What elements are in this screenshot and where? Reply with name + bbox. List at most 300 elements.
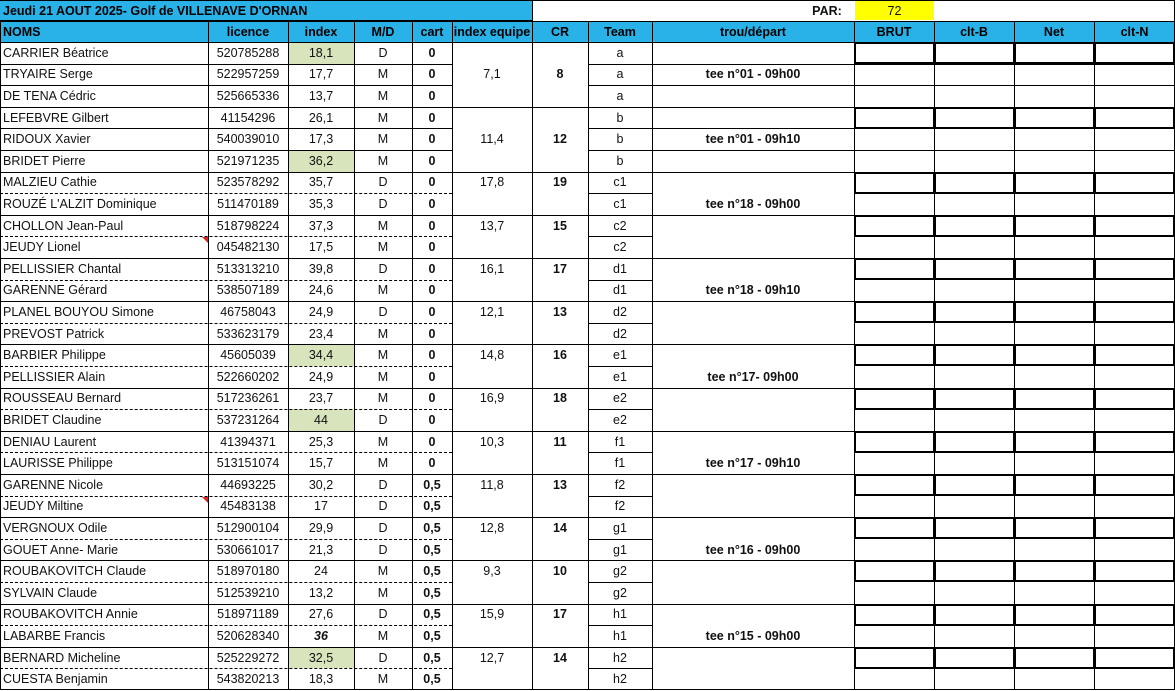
player-name[interactable]: BARBIER Philippe	[3, 348, 106, 363]
licence-number: 533623179	[216, 326, 280, 341]
score-input-box[interactable]	[934, 215, 1015, 237]
score-input-box[interactable]	[1094, 301, 1175, 323]
gender-md: D	[378, 412, 388, 427]
player-name[interactable]: LAURISSE Philippe	[3, 456, 113, 471]
player-index[interactable]: 23,4	[308, 326, 334, 341]
team-cr: 14	[553, 520, 567, 535]
player-name[interactable]: VERGNOUX Odile	[3, 520, 108, 535]
tee-time: tee n°16 - 09h00	[705, 542, 801, 557]
licence-number: 540039010	[216, 132, 280, 147]
cart-value: 0	[428, 196, 436, 211]
cart-value: 0	[428, 67, 436, 82]
team-code: a	[616, 45, 624, 60]
team-index: 16,1	[479, 261, 505, 276]
team-code: h2	[613, 650, 627, 665]
cart-value: 0,5	[423, 564, 441, 579]
team-cr: 18	[553, 391, 567, 406]
licence-number: 537231264	[216, 412, 280, 427]
cart-value: 0	[428, 369, 436, 384]
tee-time: tee n°15 - 09h00	[705, 628, 801, 643]
cart-value: 0,5	[423, 607, 441, 622]
player-name[interactable]: JEUDY Lionel	[3, 240, 81, 255]
grid-dash	[0, 625, 452, 626]
cart-value: 0	[428, 261, 436, 276]
gender-md: M	[377, 672, 389, 687]
grid-vline	[412, 21, 413, 690]
player-name[interactable]: BRIDET Pierre	[3, 153, 86, 168]
grid-hline	[0, 85, 452, 86]
player-index[interactable]: 37,3	[308, 218, 334, 233]
gender-md: D	[378, 175, 388, 190]
cart-value: 0	[428, 326, 436, 341]
player-index[interactable]: 24,9	[308, 304, 334, 319]
player-name[interactable]: CUESTA Benjamin	[3, 672, 108, 687]
gender-md: M	[377, 369, 389, 384]
licence-number: 41154296	[220, 110, 276, 125]
score-input-box[interactable]	[854, 172, 935, 194]
score-input-box[interactable]	[934, 388, 1015, 410]
team-code: f1	[614, 434, 626, 449]
grid-hline	[588, 496, 652, 497]
grid-dash	[0, 582, 452, 583]
licence-number: 512900104	[216, 520, 280, 535]
header-trou-depart: trou/départ	[652, 21, 854, 42]
gender-md: M	[377, 67, 389, 82]
grid-dash	[0, 323, 452, 324]
licence-number: 513151074	[216, 456, 280, 471]
score-input-box[interactable]	[1014, 388, 1095, 410]
gender-md: M	[377, 153, 389, 168]
player-index[interactable]: 17	[314, 499, 328, 514]
licence-number: 538507189	[216, 283, 280, 298]
grid-hline	[588, 85, 652, 86]
team-code: a	[616, 67, 624, 82]
score-input-box[interactable]	[1014, 344, 1095, 366]
team-index: 12,1	[479, 304, 505, 319]
cart-value: 0,5	[423, 477, 441, 492]
score-input-box[interactable]	[1014, 42, 1095, 64]
grid-hline	[588, 236, 652, 237]
licence-number: 543820213	[216, 672, 280, 687]
gender-md: M	[377, 283, 389, 298]
team-code: c2	[613, 240, 627, 255]
player-name[interactable]: DE TENA Cédric	[3, 88, 96, 103]
score-input-box[interactable]	[854, 560, 935, 582]
team-index: 9,3	[483, 564, 501, 579]
team-code: c1	[613, 196, 627, 211]
score-input-box[interactable]	[1014, 301, 1095, 323]
gender-md: D	[378, 650, 388, 665]
header-brut: BRUT	[854, 21, 934, 42]
player-index[interactable]: 24,6	[308, 283, 334, 298]
team-index: 7,1	[483, 67, 501, 82]
player-name[interactable]: PELLISSIER Alain	[3, 369, 106, 384]
grid-hline	[588, 668, 652, 669]
cart-value: 0	[428, 412, 436, 427]
score-input-box[interactable]	[934, 301, 1015, 323]
gender-md: D	[378, 45, 388, 60]
player-index[interactable]: 36	[314, 628, 328, 643]
player-name[interactable]: MALZIEU Cathie	[3, 175, 97, 190]
team-code: f1	[614, 456, 626, 471]
licence-number: 530661017	[216, 542, 280, 557]
tee-time: tee n°17 - 09h10	[705, 456, 801, 471]
header-md: M/D	[354, 21, 412, 42]
tee-time: tee n°01 - 09h00	[705, 67, 801, 82]
player-name[interactable]: BERNARD Micheline	[3, 650, 121, 665]
team-cr: 19	[553, 175, 567, 190]
score-input-box[interactable]	[1014, 107, 1095, 129]
grid-hline	[0, 689, 1175, 690]
score-input-box[interactable]	[854, 42, 935, 64]
sheet-title: Jeudi 21 AOUT 2025- Golf de VILLENAVE D'ORNAN	[0, 0, 532, 21]
grid-vline	[532, 21, 533, 690]
score-input-box[interactable]	[854, 344, 935, 366]
cart-value: 0,5	[423, 499, 441, 514]
player-index[interactable]: 25,3	[308, 434, 334, 449]
licence-number: 511470189	[217, 196, 279, 211]
gender-md: M	[377, 348, 389, 363]
gender-md: M	[377, 326, 389, 341]
player-index[interactable]: 17,3	[308, 132, 334, 147]
cart-value: 0,5	[423, 628, 441, 643]
licence-number: 522957259	[216, 67, 280, 82]
grid-hline	[588, 625, 652, 626]
score-input-box[interactable]	[854, 388, 935, 410]
tee-time: tee n°18 - 09h00	[705, 196, 801, 211]
player-index[interactable]: 36,2	[288, 150, 354, 172]
grid-hline	[653, 85, 1175, 86]
player-name[interactable]: LABARBE Francis	[3, 628, 106, 643]
player-index[interactable]: 24,9	[308, 369, 334, 384]
grid-vline	[288, 21, 289, 690]
team-cr: 12	[553, 132, 567, 147]
player-name[interactable]: ROUZÉ L'ALZIT Dominique	[3, 196, 157, 211]
gender-md: D	[378, 477, 388, 492]
licence-number: 045482130	[216, 240, 280, 255]
grid-hline	[0, 0, 1175, 1]
player-name[interactable]: CHOLLON Jean-Paul	[3, 218, 124, 233]
player-index[interactable]: 15,7	[308, 456, 334, 471]
header-index-equipe: index equipe	[452, 21, 532, 42]
gender-md: D	[378, 607, 388, 622]
gender-md: M	[377, 391, 389, 406]
team-cr: 13	[553, 304, 567, 319]
score-input-box[interactable]	[1014, 517, 1095, 539]
licence-number: 45605039	[220, 348, 276, 363]
grid-hline	[588, 409, 652, 410]
score-input-box[interactable]	[934, 474, 1015, 496]
score-input-box[interactable]	[1014, 258, 1095, 280]
grid-dash	[0, 366, 452, 367]
team-index: 11,8	[480, 477, 504, 492]
team-index: 14,8	[479, 348, 505, 363]
player-name[interactable]: ROUSSEAU Bernard	[3, 391, 122, 406]
score-input-box[interactable]	[1094, 258, 1175, 280]
cart-value: 0	[428, 153, 436, 168]
score-input-box[interactable]	[934, 42, 1015, 64]
grid-hline	[588, 64, 652, 65]
player-name[interactable]: ROUBAKOVITCH Claude	[3, 564, 147, 579]
team-cr: 10	[553, 564, 567, 579]
grid-hline	[0, 21, 1175, 22]
team-code: g2	[613, 585, 627, 600]
score-input-box[interactable]	[854, 431, 935, 453]
player-index[interactable]: 30,2	[308, 477, 334, 492]
score-input-box[interactable]	[854, 604, 935, 626]
cart-value: 0,5	[423, 520, 441, 535]
licence-number: 512539210	[216, 585, 280, 600]
player-index[interactable]: 21,3	[308, 542, 334, 557]
score-input-box[interactable]	[1094, 647, 1175, 669]
player-index[interactable]: 17,7	[308, 67, 334, 82]
score-input-box[interactable]	[934, 258, 1015, 280]
score-input-box[interactable]	[1094, 344, 1175, 366]
gender-md: M	[377, 628, 389, 643]
player-name[interactable]: DENIAU Laurent	[3, 434, 97, 449]
player-name[interactable]: ROUBAKOVITCH Annie	[3, 607, 138, 622]
score-input-box[interactable]	[1014, 604, 1095, 626]
score-input-box[interactable]	[1014, 560, 1095, 582]
player-index[interactable]: 13,7	[308, 88, 334, 103]
player-index[interactable]: 35,7	[308, 175, 334, 190]
score-input-box[interactable]	[1094, 42, 1175, 64]
grid-hline	[588, 150, 652, 151]
gender-md: M	[377, 132, 389, 147]
grid-vline	[208, 21, 209, 690]
player-name[interactable]: LEFEBVRE Gilbert	[3, 110, 109, 125]
score-input-box[interactable]	[1094, 474, 1175, 496]
gender-md: D	[378, 520, 388, 535]
grid-dash	[0, 496, 452, 497]
gender-md: D	[378, 304, 388, 319]
cart-value: 0,5	[423, 672, 441, 687]
team-code: b	[616, 153, 624, 168]
score-input-box[interactable]	[1094, 604, 1175, 626]
team-code: d2	[613, 304, 627, 319]
player-index[interactable]: 24	[314, 564, 328, 579]
player-index[interactable]: 44	[288, 409, 354, 431]
header-clt-b: clt-B	[934, 21, 1014, 42]
team-index: 12,8	[479, 520, 505, 535]
grid-hline	[588, 193, 652, 194]
team-code: b	[616, 110, 624, 125]
licence-number: 44693225	[220, 477, 276, 492]
score-input-box[interactable]	[934, 172, 1015, 194]
tee-time: tee n°18 - 09h10	[705, 283, 801, 298]
team-code: g1	[613, 520, 627, 535]
player-name[interactable]: BRIDET Claudine	[3, 412, 102, 427]
score-input-box[interactable]	[854, 258, 935, 280]
licence-number: 45483138	[220, 499, 276, 514]
grid-hline	[588, 366, 652, 367]
grid-dash	[0, 280, 452, 281]
player-name[interactable]: PELLISSIER Chantal	[3, 261, 122, 276]
team-index: 10,3	[479, 434, 505, 449]
team-code: d2	[613, 326, 627, 341]
licence-number: 520785288	[216, 45, 280, 60]
header-noms: NOMS	[0, 21, 208, 42]
licence-number: 523578292	[216, 175, 280, 190]
header-clt-n: clt-N	[1094, 21, 1175, 42]
grid-vline	[452, 21, 453, 690]
team-code: d1	[613, 283, 627, 298]
grid-hline	[588, 452, 652, 453]
score-input-box[interactable]	[934, 107, 1015, 129]
grid-hline	[588, 128, 652, 129]
score-input-box[interactable]	[1014, 172, 1095, 194]
gender-md: M	[377, 564, 389, 579]
score-input-box[interactable]	[1094, 517, 1175, 539]
grid-dash	[0, 539, 452, 540]
score-input-box[interactable]	[1094, 215, 1175, 237]
player-name[interactable]: GOUET Anne- Marie	[3, 542, 119, 557]
grid-vline	[588, 21, 589, 690]
header-licence: licence	[208, 21, 288, 42]
player-name[interactable]: JEUDY Miltine	[3, 499, 84, 514]
gender-md: M	[377, 240, 389, 255]
gender-md: M	[377, 585, 389, 600]
score-input-box[interactable]	[854, 107, 935, 129]
header-cart: cart	[412, 21, 452, 42]
team-code: e1	[613, 348, 627, 363]
score-input-box[interactable]	[1094, 172, 1175, 194]
player-index[interactable]: 34,4	[288, 344, 354, 366]
player-index[interactable]: 18,1	[288, 42, 354, 64]
licence-number: 522660202	[216, 369, 280, 384]
gender-md: D	[378, 196, 388, 211]
player-name[interactable]: GARENNE Nicole	[3, 477, 104, 492]
cart-value: 0	[428, 45, 436, 60]
team-code: a	[616, 88, 624, 103]
gender-md: M	[377, 110, 389, 125]
cart-value: 0	[428, 218, 436, 233]
team-index: 17,8	[479, 175, 505, 190]
grid-hline	[653, 150, 1175, 151]
score-input-box[interactable]	[1094, 431, 1175, 453]
cart-value: 0,5	[423, 650, 441, 665]
score-input-box[interactable]	[1014, 215, 1095, 237]
team-code: f2	[614, 499, 626, 514]
header-cr: CR	[532, 21, 588, 42]
licence-number: 518971189	[217, 607, 279, 622]
gender-md: D	[378, 261, 388, 276]
player-index[interactable]: 27,6	[308, 607, 334, 622]
grid-dash	[0, 193, 452, 194]
team-code: c1	[613, 175, 627, 190]
team-cr: 16	[553, 348, 567, 363]
gender-md: D	[378, 499, 388, 514]
cart-value: 0	[428, 283, 436, 298]
licence-number: 517236261	[216, 391, 280, 406]
player-index[interactable]: 13,2	[308, 585, 334, 600]
score-input-box[interactable]	[1014, 431, 1095, 453]
score-input-box[interactable]	[1014, 647, 1095, 669]
grid-vline	[0, 21, 1, 690]
team-index: 12,7	[479, 650, 505, 665]
header-net: Net	[1014, 21, 1094, 42]
player-index[interactable]: 26,1	[308, 110, 334, 125]
gender-md: M	[377, 218, 389, 233]
score-input-box[interactable]	[854, 215, 935, 237]
team-cr: 13	[553, 477, 567, 492]
grid-dash	[0, 452, 452, 453]
team-code: g2	[613, 564, 627, 579]
player-index[interactable]: 35,3	[308, 196, 334, 211]
score-input-box[interactable]	[1094, 388, 1175, 410]
grid-hline	[588, 280, 652, 281]
licence-number: 518970180	[216, 564, 280, 579]
team-code: h2	[613, 672, 627, 687]
team-code: e1	[613, 369, 627, 384]
cart-value: 0,5	[423, 542, 441, 557]
score-input-box[interactable]	[934, 431, 1015, 453]
cart-value: 0	[428, 391, 436, 406]
player-index[interactable]: 32,5	[288, 647, 354, 669]
score-input-box[interactable]	[934, 517, 1015, 539]
player-name[interactable]: SYLVAIN Claude	[3, 585, 98, 600]
cart-value: 0,5	[423, 585, 441, 600]
score-input-box[interactable]	[1094, 560, 1175, 582]
score-input-box[interactable]	[854, 647, 935, 669]
par-value[interactable]: 72	[855, 1, 934, 20]
player-name[interactable]: GARENNE Gérard	[3, 283, 108, 298]
player-name[interactable]: TRYAIRE Serge	[3, 67, 93, 82]
player-index[interactable]: 23,7	[308, 391, 334, 406]
licence-number: 518798224	[216, 218, 280, 233]
score-input-box[interactable]	[934, 344, 1015, 366]
licence-number: 525665336	[216, 88, 280, 103]
team-code: e2	[613, 412, 627, 427]
score-input-box[interactable]	[934, 604, 1015, 626]
grid-vline	[532, 0, 533, 21]
header-team: Team	[588, 21, 652, 42]
score-input-box[interactable]	[934, 647, 1015, 669]
cart-value: 0	[428, 88, 436, 103]
score-input-box[interactable]	[1094, 107, 1175, 129]
cart-value: 0	[428, 434, 436, 449]
player-index[interactable]: 17,5	[308, 240, 334, 255]
score-input-box[interactable]	[854, 301, 935, 323]
player-name[interactable]: RIDOUX Xavier	[3, 132, 91, 147]
score-input-box[interactable]	[854, 474, 935, 496]
player-index[interactable]: 39,8	[308, 261, 334, 276]
gender-md: M	[377, 456, 389, 471]
grid-hline	[0, 128, 452, 129]
tee-time: tee n°17- 09h00	[707, 369, 799, 384]
score-input-box[interactable]	[854, 517, 935, 539]
par-label: PAR:	[812, 3, 842, 18]
cart-value: 0	[428, 175, 436, 190]
score-input-box[interactable]	[1014, 474, 1095, 496]
team-cr: 17	[553, 261, 567, 276]
licence-number: 46758043	[220, 304, 276, 319]
licence-number: 513313210	[216, 261, 280, 276]
grid-hline	[588, 323, 652, 324]
player-index[interactable]: 18,3	[308, 672, 334, 687]
player-index[interactable]: 29,9	[308, 520, 334, 535]
licence-number: 520628340	[216, 628, 280, 643]
team-cr: 8	[556, 67, 564, 82]
cart-value: 0	[428, 132, 436, 147]
player-name[interactable]: PLANEL BOUYOU Simone	[3, 304, 154, 319]
team-code: g1	[613, 542, 627, 557]
team-cr: 17	[553, 607, 567, 622]
player-name[interactable]: CARRIER Béatrice	[3, 45, 109, 60]
licence-number: 521971235	[216, 153, 280, 168]
score-input-box[interactable]	[934, 560, 1015, 582]
player-name[interactable]: PREVOST Patrick	[3, 326, 105, 341]
